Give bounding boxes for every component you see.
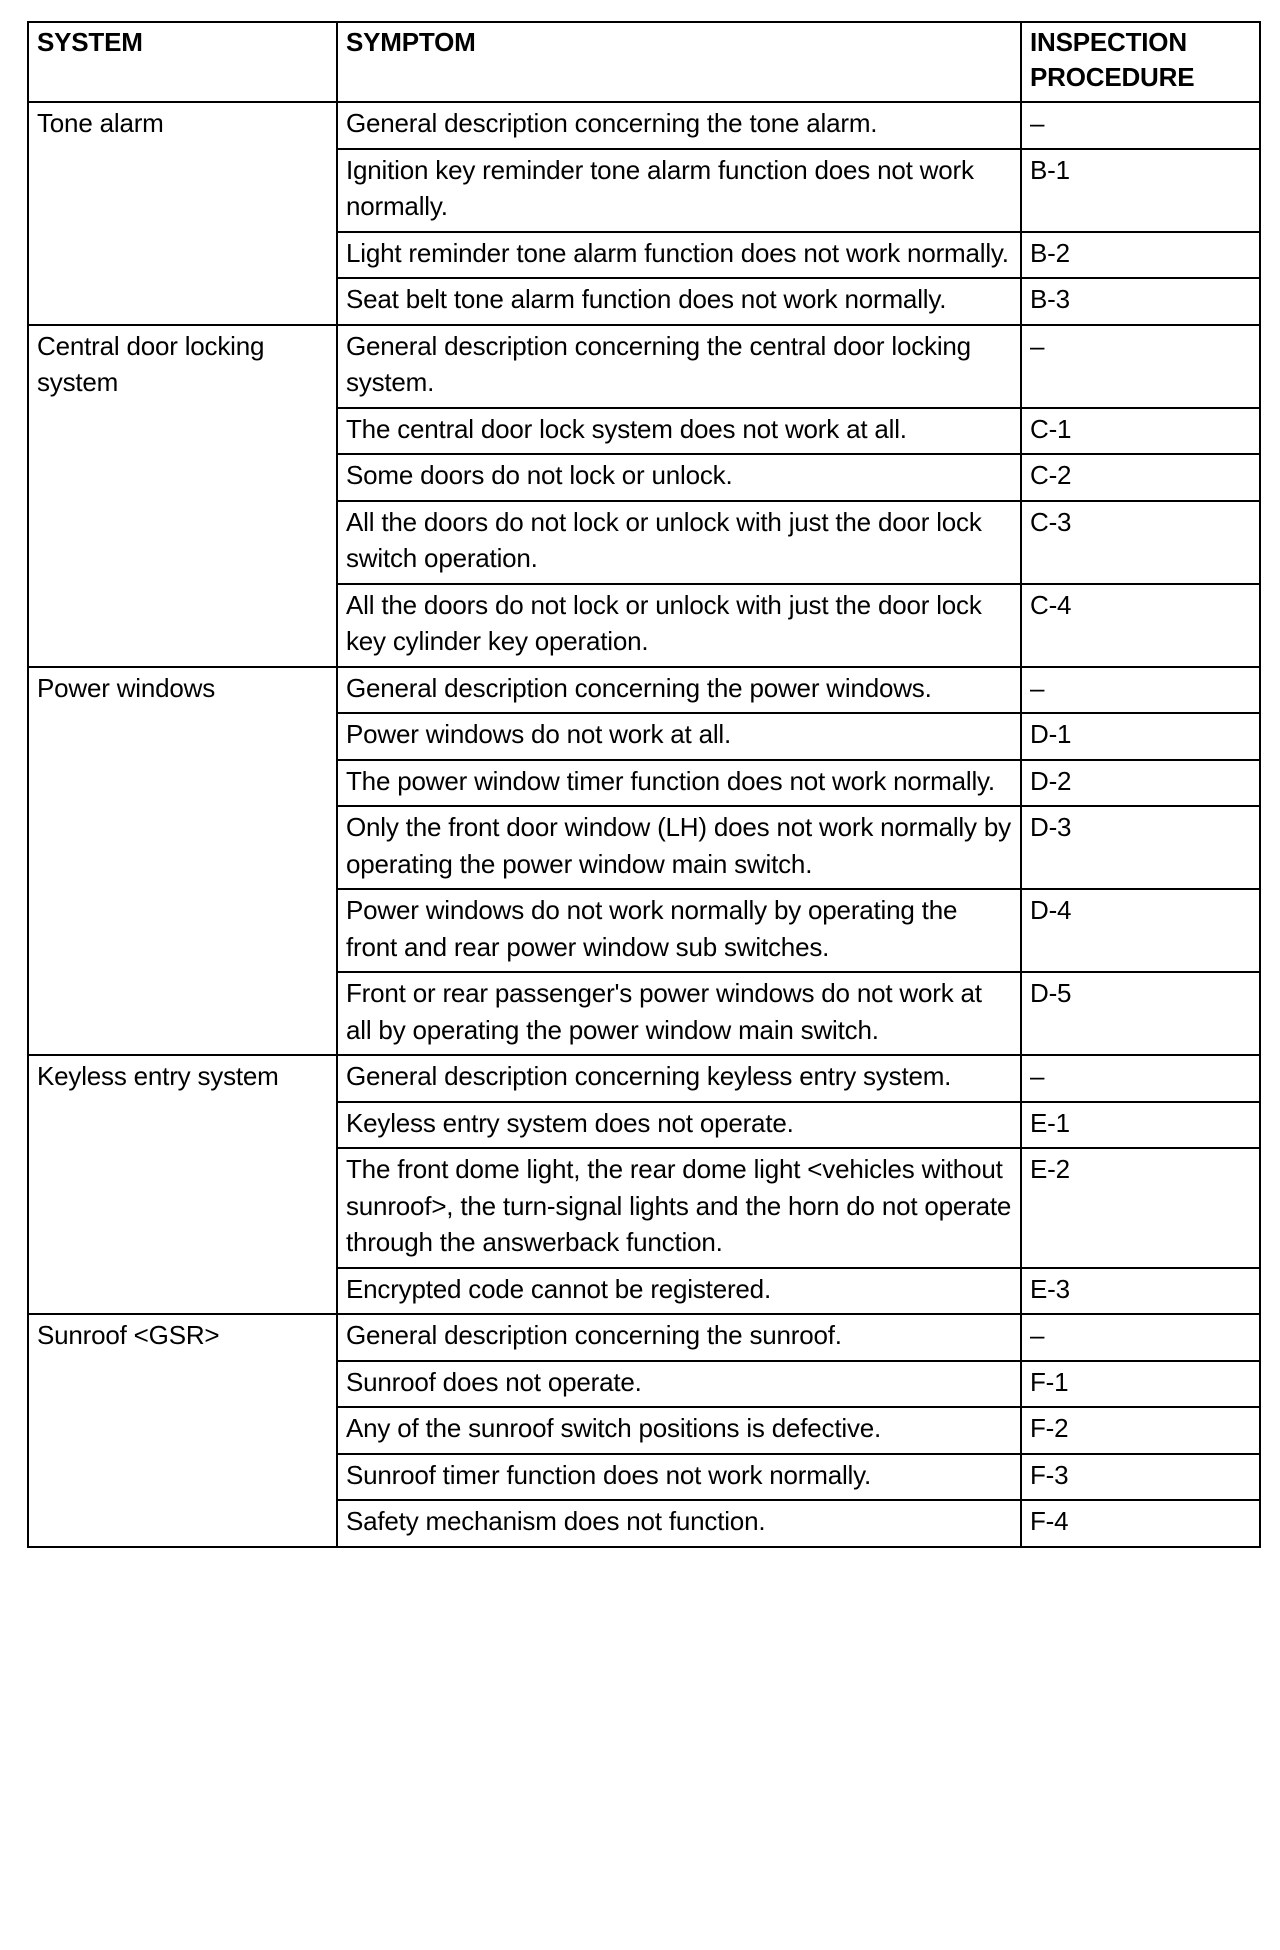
symptom-cell: The power window timer function does not work normally. (337, 760, 1021, 807)
symptom-cell: Any of the sunroof switch positions is defective. (337, 1407, 1021, 1454)
header-procedure-line2: PROCEDURE (1030, 62, 1195, 92)
symptom-cell: Safety mechanism does not function. (337, 1500, 1021, 1547)
symptom-inspection-table (27, 21, 1261, 1548)
inspection-procedure-cell: – (1021, 667, 1260, 714)
symptom-cell: General description concerning keyless entry system. (337, 1055, 1021, 1102)
table-row (28, 1314, 1260, 1361)
symptom-cell: All the doors do not lock or unlock with just the door lock switch operation. (337, 501, 1021, 584)
symptom-cell: Light reminder tone alarm function does not work normally. (337, 232, 1021, 279)
symptom-cell: General description concerning the power windows. (337, 667, 1021, 714)
symptom-cell: The central door lock system does not work at all. (337, 408, 1021, 455)
symptom-cell: The front dome light, the rear dome light <vehicles without sunroof>, the turn-signal lights and the horn do not operate through the answerback function. (337, 1148, 1021, 1268)
symptom-cell: General description concerning the tone alarm. (337, 102, 1021, 149)
inspection-procedure-cell: – (1021, 102, 1260, 149)
inspection-procedure-cell: C-2 (1021, 454, 1260, 501)
inspection-procedure-cell: B-2 (1021, 232, 1260, 279)
inspection-procedure-cell: D-1 (1021, 713, 1260, 760)
symptom-cell: Sunroof timer function does not work normally. (337, 1454, 1021, 1501)
table-header-row (28, 22, 1260, 102)
inspection-procedure-cell: D-3 (1021, 806, 1260, 889)
symptom-cell: Encrypted code cannot be registered. (337, 1268, 1021, 1315)
inspection-procedure-cell: F-2 (1021, 1407, 1260, 1454)
inspection-procedure-cell: D-4 (1021, 889, 1260, 972)
symptom-cell: Seat belt tone alarm function does not work normally. (337, 278, 1021, 325)
inspection-procedure-cell: E-3 (1021, 1268, 1260, 1315)
system-cell: Tone alarm (28, 102, 337, 325)
symptom-cell: Keyless entry system does not operate. (337, 1102, 1021, 1149)
table-row (28, 1055, 1260, 1102)
inspection-procedure-cell: F-4 (1021, 1500, 1260, 1547)
inspection-procedure-cell: D-2 (1021, 760, 1260, 807)
inspection-procedure-cell: B-3 (1021, 278, 1260, 325)
inspection-procedure-cell: E-1 (1021, 1102, 1260, 1149)
symptom-cell: Power windows do not work normally by operating the front and rear power window sub switches. (337, 889, 1021, 972)
system-cell: Keyless entry system (28, 1055, 337, 1314)
inspection-procedure-cell: B-1 (1021, 149, 1260, 232)
inspection-procedure-cell: C-1 (1021, 408, 1260, 455)
system-cell: Central door locking system (28, 325, 337, 667)
symptom-cell: General description concerning the sunroof. (337, 1314, 1021, 1361)
system-cell: Power windows (28, 667, 337, 1056)
inspection-procedure-cell: – (1021, 1055, 1260, 1102)
header-system: SYSTEM (28, 22, 337, 102)
table-row (28, 102, 1260, 149)
system-cell: Sunroof <GSR> (28, 1314, 337, 1547)
inspection-chart-page (27, 21, 1259, 1548)
header-symptom: SYMPTOM (337, 22, 1021, 102)
inspection-procedure-cell: D-5 (1021, 972, 1260, 1055)
header-inspection-procedure (1021, 22, 1260, 102)
inspection-procedure-cell: C-4 (1021, 584, 1260, 667)
symptom-cell: Only the front door window (LH) does not work normally by operating the power window main switch. (337, 806, 1021, 889)
inspection-procedure-cell: E-2 (1021, 1148, 1260, 1268)
table-row (28, 325, 1260, 408)
symptom-cell: Power windows do not work at all. (337, 713, 1021, 760)
header-procedure-line1: INSPECTION (1030, 27, 1187, 57)
symptom-cell: All the doors do not lock or unlock with just the door lock key cylinder key operation. (337, 584, 1021, 667)
symptom-cell: General description concerning the central door locking system. (337, 325, 1021, 408)
inspection-procedure-cell: C-3 (1021, 501, 1260, 584)
table-body (28, 102, 1260, 1547)
symptom-cell: Front or rear passenger's power windows do not work at all by operating the power window main switch. (337, 972, 1021, 1055)
inspection-procedure-cell: F-3 (1021, 1454, 1260, 1501)
symptom-cell: Ignition key reminder tone alarm function does not work normally. (337, 149, 1021, 232)
symptom-cell: Some doors do not lock or unlock. (337, 454, 1021, 501)
inspection-procedure-cell: – (1021, 325, 1260, 408)
inspection-procedure-cell: – (1021, 1314, 1260, 1361)
inspection-procedure-cell: F-1 (1021, 1361, 1260, 1408)
symptom-cell: Sunroof does not operate. (337, 1361, 1021, 1408)
table-row (28, 667, 1260, 714)
